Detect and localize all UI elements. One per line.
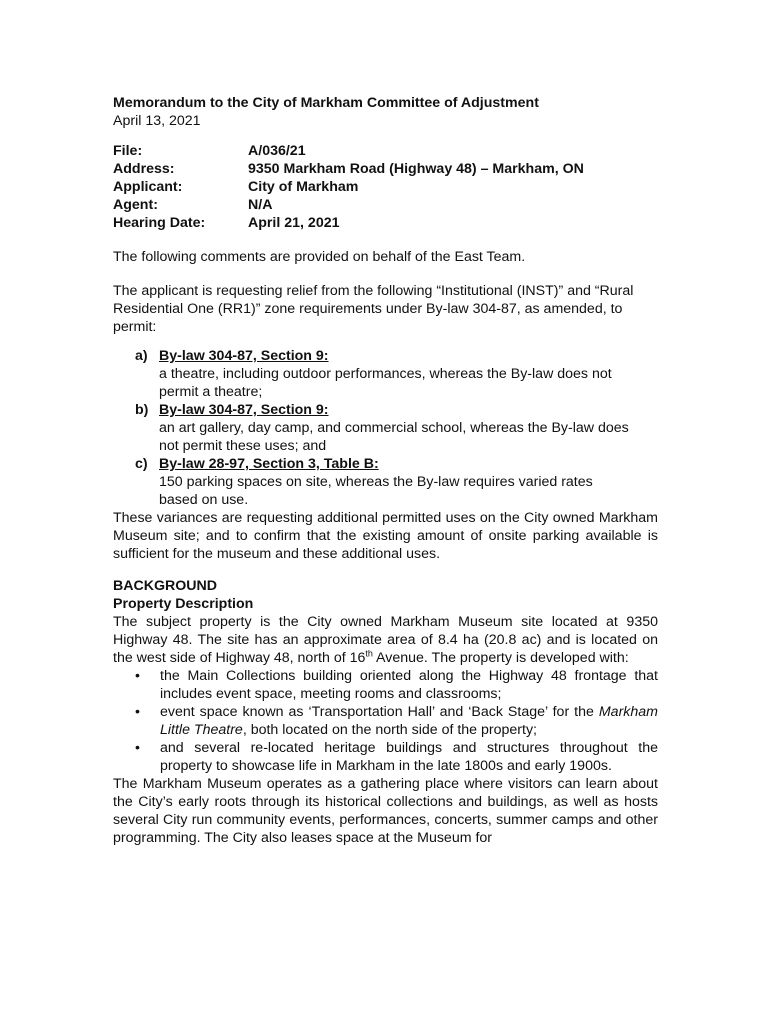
variance-text: an art gallery, day camp, and commercial school, whereas the By-law does not permit these uses; and — [159, 420, 629, 454]
property-description-heading: Property Description — [113, 596, 254, 612]
bullet-text — [160, 703, 658, 739]
variance-heading: By-law 304-87, Section 9: — [159, 348, 329, 364]
background-heading: BACKGROUND — [113, 578, 218, 594]
bullet-icon: • — [135, 740, 140, 756]
bullet-text: the Main Collections building oriented along the Highway 48 frontage that includes event space, meeting rooms and classrooms; — [160, 668, 658, 702]
variance-body — [159, 401, 629, 455]
variance-text: 150 parking spaces on site, whereas the By-law requires varied rates based on use. — [159, 474, 593, 508]
variance-text: a theatre, including outdoor performances, whereas the By-law does not permit a theatre; — [159, 366, 612, 400]
property-paragraph — [113, 613, 658, 667]
intro-paragraph: The following comments are provided on behalf of the East Team. — [113, 249, 526, 265]
bullet-text: and several re-located heritage buildings and structures throughout the property to showcase life in Markham in the late 1800s and early 1900s. — [160, 740, 658, 774]
variance-item — [135, 401, 658, 455]
variance-heading: By-law 304-87, Section 9: — [159, 402, 329, 418]
bullet-text-end: , both located on the north side of the property; — [242, 722, 538, 738]
meta-row-hearing-date — [113, 214, 658, 232]
closing-paragraph: The Markham Museum operates as a gathering place where visitors can learn about the City’s early roots through its historical collections and buildings, as well as hosts several City run community events, performances, concerts, summer camps and other programming. The City also leases space at the Museum for — [113, 776, 658, 846]
bullet-icon: • — [135, 704, 140, 720]
bullet-text-start: event space known as ‘Transportation Hall’ and ‘Back Stage’ for the — [160, 704, 599, 720]
variance-list — [113, 347, 658, 509]
meta-row-address — [113, 160, 658, 178]
variance-item — [135, 455, 658, 509]
meta-label: File: — [113, 143, 143, 159]
bullet-item — [135, 667, 658, 703]
variance-marker: a) — [135, 348, 148, 364]
variance-heading: By-law 28-97, Section 3, Table B: — [159, 456, 379, 472]
meta-value: April 21, 2021 — [248, 215, 340, 231]
meta-label: Applicant: — [113, 179, 183, 195]
variance-marker: b) — [135, 402, 149, 418]
variance-body — [159, 347, 629, 401]
meta-value: N/A — [248, 197, 273, 213]
variance-marker: c) — [135, 456, 148, 472]
memo-meta-table — [113, 142, 658, 232]
meta-value: City of Markham — [248, 179, 359, 195]
ordinal-suffix: th — [365, 648, 373, 659]
bullet-item — [135, 739, 658, 775]
meta-row-agent — [113, 196, 658, 214]
memo-content — [113, 94, 658, 847]
memo-date: April 13, 2021 — [113, 113, 201, 129]
meta-row-applicant — [113, 178, 658, 196]
variance-body — [159, 455, 629, 509]
meta-label: Hearing Date: — [113, 215, 206, 231]
memo-title: Memorandum to the City of Markham Committee of Adjustment — [113, 95, 539, 111]
meta-label: Agent: — [113, 197, 158, 213]
property-text-end: Avenue. The property is developed with: — [372, 650, 629, 666]
bullet-text-italic: Markham Little Theatre — [160, 704, 658, 738]
bullet-item — [135, 703, 658, 739]
property-bullet-list — [113, 667, 658, 775]
meta-label: Address: — [113, 161, 175, 177]
request-paragraph: The applicant is requesting relief from the following “Institutional (INST)” and “Rural Residential One (RR1)” zone requirements under By-law 304-87, as amended, to permit: — [113, 283, 634, 335]
meta-row-file — [113, 142, 658, 160]
bullet-icon: • — [135, 668, 140, 684]
property-text-start: The subject property is the City owned Markham Museum site located at 9350 Highway 48. The site has an approximate area of 8.4 ha (20.8 ac) and is located on the west side of Highway 48, north of 16 — [113, 614, 658, 666]
meta-value: A/036/21 — [248, 143, 306, 159]
variance-item — [135, 347, 658, 401]
variance-summary: These variances are requesting additional permitted uses on the City owned Markham Museum site; and to confirm that the existing amount of onsite parking available is sufficient for the museum and these additional uses. — [113, 510, 658, 562]
meta-value: 9350 Markham Road (Highway 48) – Markham, ON — [248, 161, 584, 177]
